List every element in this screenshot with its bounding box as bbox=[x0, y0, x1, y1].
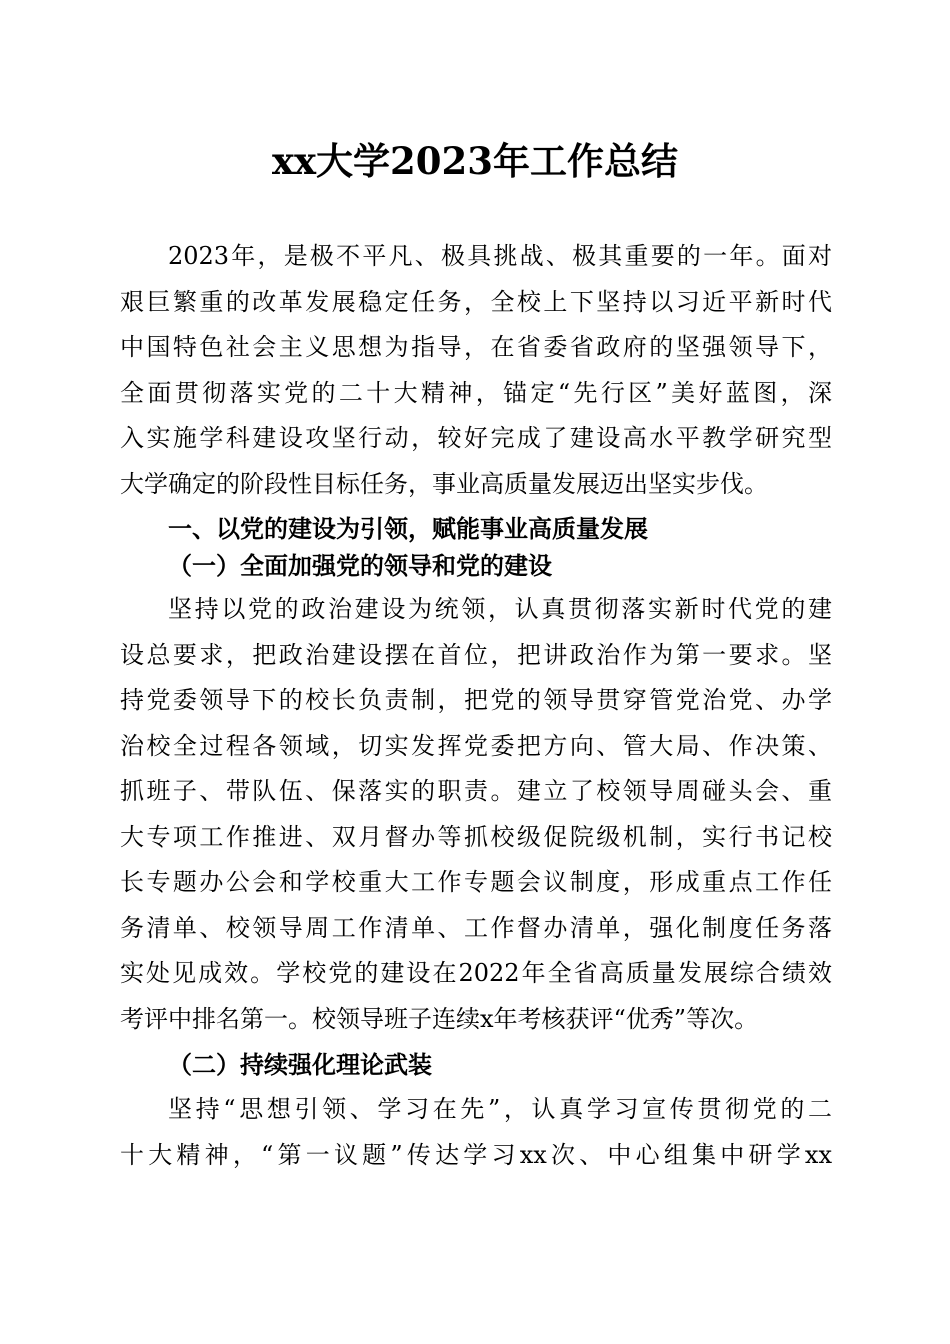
paragraph-line: 设总要求，把政治建设摆在首位，把讲政治作为第一要求。坚 bbox=[120, 640, 832, 669]
paragraph-line: 治校全过程各领域，切实发挥党委把方向、管大局、作决策、 bbox=[120, 731, 832, 760]
paragraph-line: 大学确定的阶段性目标任务，事业高质量发展迈出坚实步伐。 bbox=[120, 469, 768, 498]
paragraph-line: 考评中排名第一。校领导班子连续x年考核获评“优秀”等次。 bbox=[120, 1004, 759, 1033]
subsection-heading: （一）全面加强党的领导和党的建设 bbox=[168, 551, 552, 580]
paragraph-line: 持党委领导下的校长负责制，把党的领导贯穿管党治党、办学 bbox=[120, 686, 832, 714]
subsection-paragraph bbox=[120, 1087, 832, 1178]
paragraph-line: 大专项工作推进、双月督办等抓校级促院级机制，实行书记校 bbox=[120, 822, 832, 851]
paragraph-line: 实处见成效。学校党的建设在2022年全省高质量发展综合绩效 bbox=[120, 959, 832, 987]
subsection-paragraph bbox=[120, 587, 832, 1042]
paragraph-line: 入实施学科建设攻坚行动，较好完成了建设高水平教学研究型 bbox=[120, 424, 832, 452]
document-title: xx大学2023年工作总结 bbox=[271, 139, 679, 183]
paragraph-line: 十大精神，“第一议题”传达学习xx次、中心组集中研学xx bbox=[120, 1140, 832, 1169]
paragraph-line: 中国特色社会主义思想为指导，在省委省政府的坚强领导下， bbox=[120, 333, 832, 361]
subsection-heading: （二）持续强化理论武装 bbox=[168, 1050, 432, 1079]
paragraph-line: 务清单、校领导周工作清单、工作督办清单，强化制度任务落 bbox=[120, 913, 832, 942]
paragraph-line: 坚持“思想引领、学习在先”，认真学习宣传贯彻党的二 bbox=[168, 1095, 832, 1123]
paragraph-line: 2023年，是极不平凡、极具挑战、极其重要的一年。面对 bbox=[168, 242, 832, 270]
paragraph-line: 长专题办公会和学校重大工作专题会议制度，形成重点工作任 bbox=[120, 868, 832, 896]
section-heading: 一、以党的建设为引领，赋能事业高质量发展 bbox=[168, 515, 648, 543]
paragraph-line: 全面贯彻落实党的二十大精神，锚定“先行区”美好蓝图，深 bbox=[120, 378, 832, 407]
paragraph-line: 艰巨繁重的改革发展稳定任务，全校上下坚持以习近平新时代 bbox=[120, 287, 832, 316]
paragraph-line: 坚持以党的政治建设为统领，认真贯彻落实新时代党的建 bbox=[168, 595, 832, 623]
intro-paragraph bbox=[120, 234, 832, 507]
paragraph-line: 抓班子、带队伍、保落实的职责。建立了校领导周碰头会、重 bbox=[120, 777, 832, 805]
